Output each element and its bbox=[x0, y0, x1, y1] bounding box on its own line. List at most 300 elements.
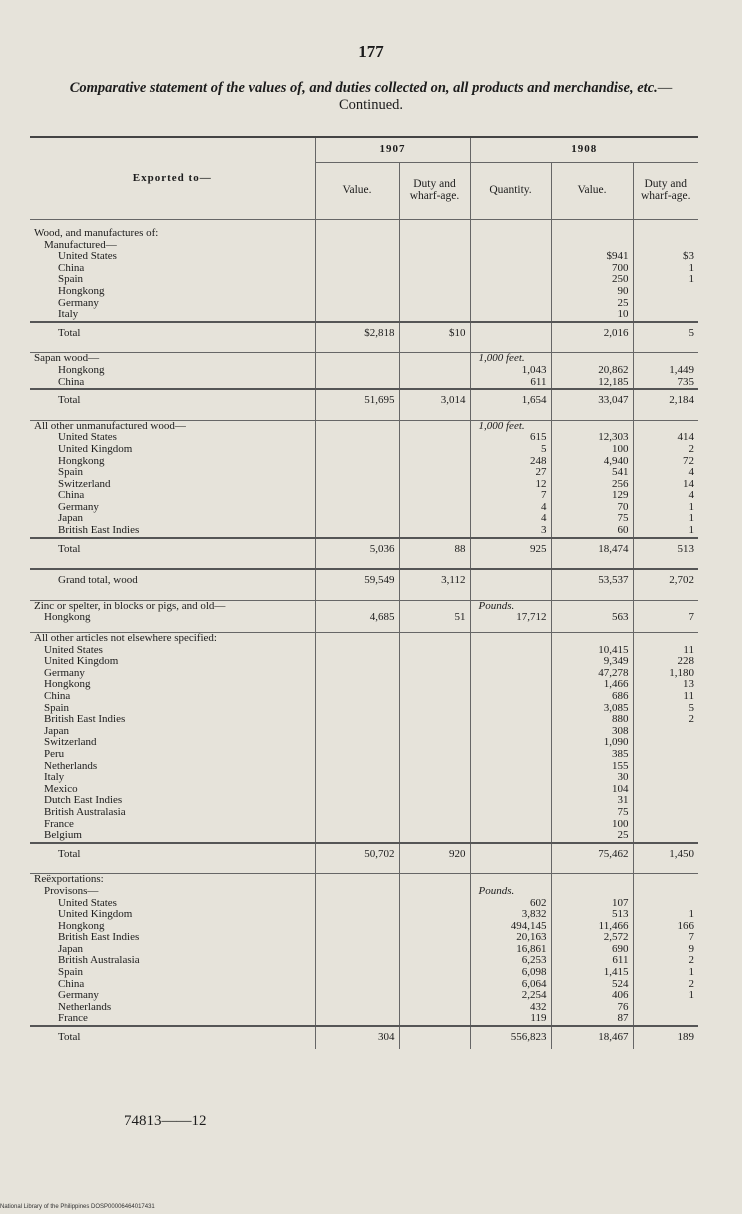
table-row-qty bbox=[470, 286, 551, 298]
table-row-d1908 bbox=[633, 830, 698, 843]
spacer-cell bbox=[470, 220, 551, 229]
table-row bbox=[30, 1002, 698, 1014]
other-articles-title-cell-1 bbox=[399, 633, 470, 645]
table-row-v1908: 250 bbox=[551, 274, 633, 286]
zinc-row-label bbox=[30, 612, 315, 624]
table-row-v1908: 513 bbox=[551, 909, 633, 921]
table-row-label bbox=[30, 668, 315, 680]
table-row bbox=[30, 525, 698, 538]
zinc-row-qty: 17,712 bbox=[470, 612, 551, 624]
spacer-cell bbox=[399, 412, 470, 421]
table-row-label bbox=[30, 909, 315, 921]
table-row-text: British East Indies bbox=[58, 525, 140, 537]
table-row-d1908 bbox=[633, 726, 698, 738]
spacer-cell bbox=[399, 624, 470, 633]
total-row-text: Total bbox=[58, 326, 81, 339]
table-row-v1907 bbox=[315, 921, 399, 933]
table-row bbox=[30, 932, 698, 944]
table-row-d1908: 11 bbox=[633, 645, 698, 657]
table-row-v1908: 100 bbox=[551, 819, 633, 831]
total-row-d1908: 5 bbox=[633, 322, 698, 345]
table-row-d1907 bbox=[399, 784, 470, 796]
table-row bbox=[30, 502, 698, 514]
table-row-v1907 bbox=[315, 819, 399, 831]
spacer-cell bbox=[315, 220, 399, 229]
table-row bbox=[30, 714, 698, 726]
table-row-qty bbox=[470, 749, 551, 761]
table-row bbox=[30, 772, 698, 784]
spacer-cell bbox=[551, 865, 633, 874]
table-row bbox=[30, 807, 698, 819]
table-row-label bbox=[30, 309, 315, 322]
table-row-d1908: 1 bbox=[633, 502, 698, 514]
table-row-v1908: 10 bbox=[551, 309, 633, 322]
table-row-label bbox=[30, 502, 315, 514]
section-subtitle-cell-0 bbox=[315, 240, 399, 252]
table-row-text: British East Indies bbox=[44, 714, 126, 726]
table-row-label bbox=[30, 456, 315, 468]
table-row-d1908: 2 bbox=[633, 714, 698, 726]
table-row-d1908: 1 bbox=[633, 274, 698, 286]
table-row-label bbox=[30, 819, 315, 831]
table-row-label bbox=[30, 263, 315, 275]
table-row-d1907 bbox=[399, 772, 470, 784]
table-row-v1908: 406 bbox=[551, 990, 633, 1002]
section-title-cell-0 bbox=[315, 420, 399, 432]
table-row-v1907 bbox=[315, 795, 399, 807]
table-row-qty: 7 bbox=[470, 490, 551, 502]
table-row-d1908 bbox=[633, 772, 698, 784]
table-row-qty bbox=[470, 819, 551, 831]
grand-total-text: Grand total, wood bbox=[58, 574, 138, 587]
table-row-qty bbox=[470, 784, 551, 796]
other-articles-total-d1907: 920 bbox=[399, 843, 470, 866]
table-row-label bbox=[30, 274, 315, 286]
table-row-v1908: 75 bbox=[551, 513, 633, 525]
table-row-v1908: 308 bbox=[551, 726, 633, 738]
table-row-d1907 bbox=[399, 921, 470, 933]
table-row-d1907 bbox=[399, 691, 470, 703]
table-row-d1908: 13 bbox=[633, 679, 698, 691]
unit-label: 1,000 feet. bbox=[478, 419, 525, 432]
table-row-text: Germany bbox=[44, 667, 85, 679]
table-row bbox=[30, 286, 698, 298]
table-row-v1908: 9,349 bbox=[551, 656, 633, 668]
table-row-v1908: 12,303 bbox=[551, 432, 633, 444]
table-row bbox=[30, 737, 698, 749]
reexport-title-cell-3 bbox=[551, 874, 633, 886]
other-articles-title-cell-0 bbox=[315, 633, 399, 645]
header-value-1907: Value. bbox=[315, 163, 399, 220]
print-code: 74813——12 bbox=[124, 1113, 207, 1129]
spacer-cell bbox=[315, 865, 399, 874]
table-row-qty: 248 bbox=[470, 456, 551, 468]
total-row bbox=[30, 389, 698, 412]
table-row-qty bbox=[470, 807, 551, 819]
table-row-d1908 bbox=[633, 309, 698, 322]
table-row-label bbox=[30, 525, 315, 538]
table-row bbox=[30, 691, 698, 703]
reexport-title-cell-4 bbox=[633, 874, 698, 886]
table-row-qty bbox=[470, 795, 551, 807]
table-row-d1907 bbox=[399, 251, 470, 263]
section-title bbox=[30, 228, 698, 240]
table-row bbox=[30, 298, 698, 310]
reexport-subtitle-cell-2 bbox=[470, 886, 551, 898]
table-row-qty: 6,064 bbox=[470, 979, 551, 991]
zinc-row-v1907: 4,685 bbox=[315, 612, 399, 624]
table-row-qty: 1,043 bbox=[470, 365, 551, 377]
table-row-d1907 bbox=[399, 703, 470, 715]
other-articles-title-cell-3 bbox=[551, 633, 633, 645]
page-heading bbox=[40, 80, 702, 114]
table-row-v1908: 1,466 bbox=[551, 679, 633, 691]
table-row-d1907 bbox=[399, 467, 470, 479]
table-row-v1907 bbox=[315, 298, 399, 310]
table-row-v1907 bbox=[315, 979, 399, 991]
table-row-d1908: 7 bbox=[633, 932, 698, 944]
table-row-text: Spain bbox=[58, 467, 84, 479]
table-row-d1907 bbox=[399, 967, 470, 979]
header-quantity-1908: Quantity. bbox=[470, 163, 551, 220]
reexport-title bbox=[30, 874, 698, 886]
spacer-row bbox=[30, 865, 698, 874]
table-row-d1908: 5 bbox=[633, 703, 698, 715]
table-row-qty: 432 bbox=[470, 1002, 551, 1014]
header-duty-1907: Duty and wharf-age. bbox=[399, 163, 470, 220]
table-row-d1907 bbox=[399, 502, 470, 514]
table-row-qty: 494,145 bbox=[470, 921, 551, 933]
table-row-d1907 bbox=[399, 830, 470, 843]
spacer-cell bbox=[399, 344, 470, 353]
reexport-total bbox=[30, 1026, 698, 1049]
total-row-d1908: 513 bbox=[633, 538, 698, 561]
table-row-d1908: 1 bbox=[633, 967, 698, 979]
table-row-qty: 6,098 bbox=[470, 967, 551, 979]
zinc-row-d1907: 51 bbox=[399, 612, 470, 624]
table-row-v1907 bbox=[315, 737, 399, 749]
table-row-text: Germany bbox=[58, 297, 99, 309]
table-row bbox=[30, 795, 698, 807]
table-row-d1907 bbox=[399, 990, 470, 1002]
other-articles-total-d1908: 1,450 bbox=[633, 843, 698, 866]
table-row-label bbox=[30, 251, 315, 263]
spacer-row bbox=[30, 220, 698, 229]
table-row-d1908: 1 bbox=[633, 525, 698, 538]
table-row bbox=[30, 679, 698, 691]
table-row-d1908: 414 bbox=[633, 432, 698, 444]
table-row-label bbox=[30, 490, 315, 502]
table-row-text: France bbox=[58, 1013, 88, 1025]
table-row bbox=[30, 898, 698, 910]
table-row-qty: 615 bbox=[470, 432, 551, 444]
table-row bbox=[30, 909, 698, 921]
table-row-text: China bbox=[44, 691, 71, 702]
table-row-label bbox=[30, 830, 315, 843]
table-row-qty bbox=[470, 298, 551, 310]
table-row-v1908: 524 bbox=[551, 979, 633, 991]
table-row-d1907 bbox=[399, 432, 470, 444]
table-row-qty bbox=[470, 772, 551, 784]
table-row-v1907 bbox=[315, 784, 399, 796]
table-row-v1908: 90 bbox=[551, 286, 633, 298]
zinc-title bbox=[30, 600, 698, 612]
table-row-v1907 bbox=[315, 432, 399, 444]
table-row-d1908: 166 bbox=[633, 921, 698, 933]
table-row-d1907 bbox=[399, 263, 470, 275]
total-row-v1908: 2,016 bbox=[551, 322, 633, 345]
spacer-cell bbox=[470, 560, 551, 569]
table-row-v1908: 385 bbox=[551, 749, 633, 761]
table-row-label bbox=[30, 967, 315, 979]
table-row-v1908: 155 bbox=[551, 761, 633, 773]
spacer-cell bbox=[30, 624, 315, 633]
page-number: 177 bbox=[358, 42, 384, 61]
table-row-qty: 20,163 bbox=[470, 932, 551, 944]
table-row bbox=[30, 513, 698, 525]
section-subtitle-cell-2 bbox=[470, 240, 551, 252]
table-row-text: Japan bbox=[58, 513, 84, 525]
table-row-label bbox=[30, 432, 315, 444]
table-row bbox=[30, 432, 698, 444]
section-title-label bbox=[30, 420, 315, 432]
table-row-v1907 bbox=[315, 749, 399, 761]
table-row-text: United Kingdom bbox=[58, 443, 133, 455]
table-row-v1907 bbox=[315, 691, 399, 703]
reexport-total-label bbox=[30, 1026, 315, 1049]
table-row-label bbox=[30, 979, 315, 991]
table-row-label bbox=[30, 795, 315, 807]
table-row-d1908: 1 bbox=[633, 909, 698, 921]
table-row-v1907 bbox=[315, 944, 399, 956]
table-row-d1908 bbox=[633, 784, 698, 796]
table-row-v1907 bbox=[315, 479, 399, 491]
total-row-d1907: $10 bbox=[399, 322, 470, 345]
table-row-v1907 bbox=[315, 726, 399, 738]
table-row-v1907 bbox=[315, 955, 399, 967]
other-articles-title-label bbox=[30, 633, 315, 645]
table-row-d1908: 1 bbox=[633, 990, 698, 1002]
reexport-total-d1908: 189 bbox=[633, 1026, 698, 1049]
table-row-v1907 bbox=[315, 513, 399, 525]
table-row-label bbox=[30, 921, 315, 933]
header-year-1908: 1908 bbox=[470, 137, 698, 163]
table-header bbox=[30, 137, 698, 220]
spacer-cell bbox=[551, 624, 633, 633]
table-row-v1908: 104 bbox=[551, 784, 633, 796]
spacer-cell bbox=[633, 220, 698, 229]
other-articles-title-text: All other articles not elsewhere specified: bbox=[34, 632, 217, 645]
table-row bbox=[30, 490, 698, 502]
table-row-d1907 bbox=[399, 714, 470, 726]
table-row-text: Japan bbox=[58, 943, 84, 955]
total-row-text: Total bbox=[58, 394, 81, 407]
zinc-row bbox=[30, 612, 698, 624]
header-value-1908: Value. bbox=[551, 163, 633, 220]
spacer-cell bbox=[470, 865, 551, 874]
table-row-text: British Australasia bbox=[44, 806, 126, 818]
table-row-label bbox=[30, 691, 315, 703]
section-title-cell-1 bbox=[399, 420, 470, 432]
table-row-v1908: 11,466 bbox=[551, 921, 633, 933]
table-row-qty bbox=[470, 656, 551, 668]
reexport-subtitle-cell-0 bbox=[315, 886, 399, 898]
table-row-text: China bbox=[58, 376, 85, 388]
table-row-d1908: 4 bbox=[633, 490, 698, 502]
section-title-cell-1 bbox=[399, 353, 470, 365]
table-row bbox=[30, 1013, 698, 1026]
spacer-cell bbox=[399, 560, 470, 569]
table-row-qty bbox=[470, 703, 551, 715]
table-row-d1907 bbox=[399, 944, 470, 956]
table-row-d1908 bbox=[633, 298, 698, 310]
table-row-qty: 4 bbox=[470, 502, 551, 514]
table-row-qty: 119 bbox=[470, 1013, 551, 1026]
table-row bbox=[30, 309, 698, 322]
table-row-d1908: 1,180 bbox=[633, 668, 698, 680]
table-row bbox=[30, 274, 698, 286]
table-row-v1908: 129 bbox=[551, 490, 633, 502]
table-row-text: Dutch East Indies bbox=[44, 795, 123, 807]
table-row-text: Germany bbox=[58, 990, 99, 1002]
table-row-d1908: 1,449 bbox=[633, 365, 698, 377]
total-row-qty: 925 bbox=[470, 538, 551, 561]
table-row-qty: 3,832 bbox=[470, 909, 551, 921]
table-row-v1907 bbox=[315, 1013, 399, 1026]
table-row bbox=[30, 365, 698, 377]
table-row-v1907 bbox=[315, 490, 399, 502]
table-row-d1908: 2 bbox=[633, 979, 698, 991]
table-row-label bbox=[30, 286, 315, 298]
table-row bbox=[30, 990, 698, 1002]
table-row-v1907 bbox=[315, 807, 399, 819]
spacer-cell bbox=[633, 560, 698, 569]
zinc-row-d1908: 7 bbox=[633, 612, 698, 624]
spacer-row bbox=[30, 560, 698, 569]
section-subtitle-text: Manufactured— bbox=[44, 239, 117, 251]
table-row-d1907 bbox=[399, 645, 470, 657]
table-row-d1908: 9 bbox=[633, 944, 698, 956]
spacer-cell bbox=[399, 865, 470, 874]
table-row-label bbox=[30, 467, 315, 479]
other-articles-title-cell-2 bbox=[470, 633, 551, 645]
table-row-label bbox=[30, 656, 315, 668]
table-row-d1907 bbox=[399, 726, 470, 738]
other-articles-title bbox=[30, 633, 698, 645]
spacer-cell bbox=[30, 592, 315, 601]
table-row-text: Spain bbox=[58, 274, 84, 286]
spacer-cell bbox=[551, 344, 633, 353]
grand-total-label bbox=[30, 569, 315, 592]
table-row bbox=[30, 979, 698, 991]
table-row-label bbox=[30, 1002, 315, 1014]
table-row-d1907 bbox=[399, 909, 470, 921]
spacer-cell bbox=[551, 592, 633, 601]
table-row-v1907 bbox=[315, 909, 399, 921]
table-row bbox=[30, 377, 698, 390]
table-row-text: Hongkong bbox=[58, 920, 105, 932]
table-row-v1907 bbox=[315, 309, 399, 322]
table-row bbox=[30, 467, 698, 479]
section-title-cell-3 bbox=[551, 228, 633, 240]
table-row-v1908: 60 bbox=[551, 525, 633, 538]
total-row-qty: 1,654 bbox=[470, 389, 551, 412]
table-row-text: British East Indies bbox=[58, 932, 140, 944]
table-row-v1907 bbox=[315, 365, 399, 377]
table-row-v1907 bbox=[315, 990, 399, 1002]
section-subtitle-cell-1 bbox=[399, 240, 470, 252]
table-row-label bbox=[30, 298, 315, 310]
spacer-cell bbox=[633, 412, 698, 421]
table-row-d1908 bbox=[633, 737, 698, 749]
spacer-cell bbox=[315, 624, 399, 633]
table-row-v1907 bbox=[315, 502, 399, 514]
spacer-cell bbox=[551, 220, 633, 229]
table-row-text: Hongkong bbox=[58, 285, 105, 297]
table-row-label bbox=[30, 737, 315, 749]
table-row-text: Netherlands bbox=[58, 1001, 112, 1013]
total-row-label bbox=[30, 389, 315, 412]
table-row-d1907 bbox=[399, 490, 470, 502]
total-row-v1907: $2,818 bbox=[315, 322, 399, 345]
table-row-v1908: 686 bbox=[551, 691, 633, 703]
reexport-total-v1907: 304 bbox=[315, 1026, 399, 1049]
spacer-cell bbox=[315, 412, 399, 421]
table-row-text: China bbox=[58, 262, 85, 274]
table-row-label bbox=[30, 365, 315, 377]
reexport-total-v1908: 18,467 bbox=[551, 1026, 633, 1049]
table-row bbox=[30, 921, 698, 933]
table-row-qty bbox=[470, 714, 551, 726]
spacer-row bbox=[30, 592, 698, 601]
total-row-d1907: 3,014 bbox=[399, 389, 470, 412]
table-row-qty: 602 bbox=[470, 898, 551, 910]
zinc-title-label bbox=[30, 600, 315, 612]
spacer-cell bbox=[30, 344, 315, 353]
table-row-v1908: 20,862 bbox=[551, 365, 633, 377]
table-row-text: Switzerland bbox=[44, 737, 97, 749]
table-row-d1907 bbox=[399, 668, 470, 680]
table-row-d1907 bbox=[399, 525, 470, 538]
reexport-subtitle bbox=[30, 886, 698, 898]
table-row-v1907 bbox=[315, 377, 399, 390]
table-row-label bbox=[30, 479, 315, 491]
table-row-v1907 bbox=[315, 772, 399, 784]
table-row-v1907 bbox=[315, 761, 399, 773]
table-row bbox=[30, 955, 698, 967]
table-row-qty: 6,253 bbox=[470, 955, 551, 967]
table-row-d1907 bbox=[399, 309, 470, 322]
table-row-d1907 bbox=[399, 365, 470, 377]
table-row-qty bbox=[470, 251, 551, 263]
table-row-v1908: 541 bbox=[551, 467, 633, 479]
grand-total-qty bbox=[470, 569, 551, 592]
table-row-d1907 bbox=[399, 819, 470, 831]
table-row-label bbox=[30, 377, 315, 390]
section-title-label bbox=[30, 228, 315, 240]
spacer-cell bbox=[315, 344, 399, 353]
heading-continued: —Continued. bbox=[338, 80, 673, 113]
section-subtitle bbox=[30, 240, 698, 252]
total-row-qty bbox=[470, 322, 551, 345]
table-row-label bbox=[30, 513, 315, 525]
table-row-v1907 bbox=[315, 967, 399, 979]
header-exported-to: Exported to— bbox=[30, 137, 315, 220]
spacer-row bbox=[30, 412, 698, 421]
table-row-text: United States bbox=[58, 432, 117, 444]
table-row-label bbox=[30, 772, 315, 784]
table-row-d1907 bbox=[399, 656, 470, 668]
